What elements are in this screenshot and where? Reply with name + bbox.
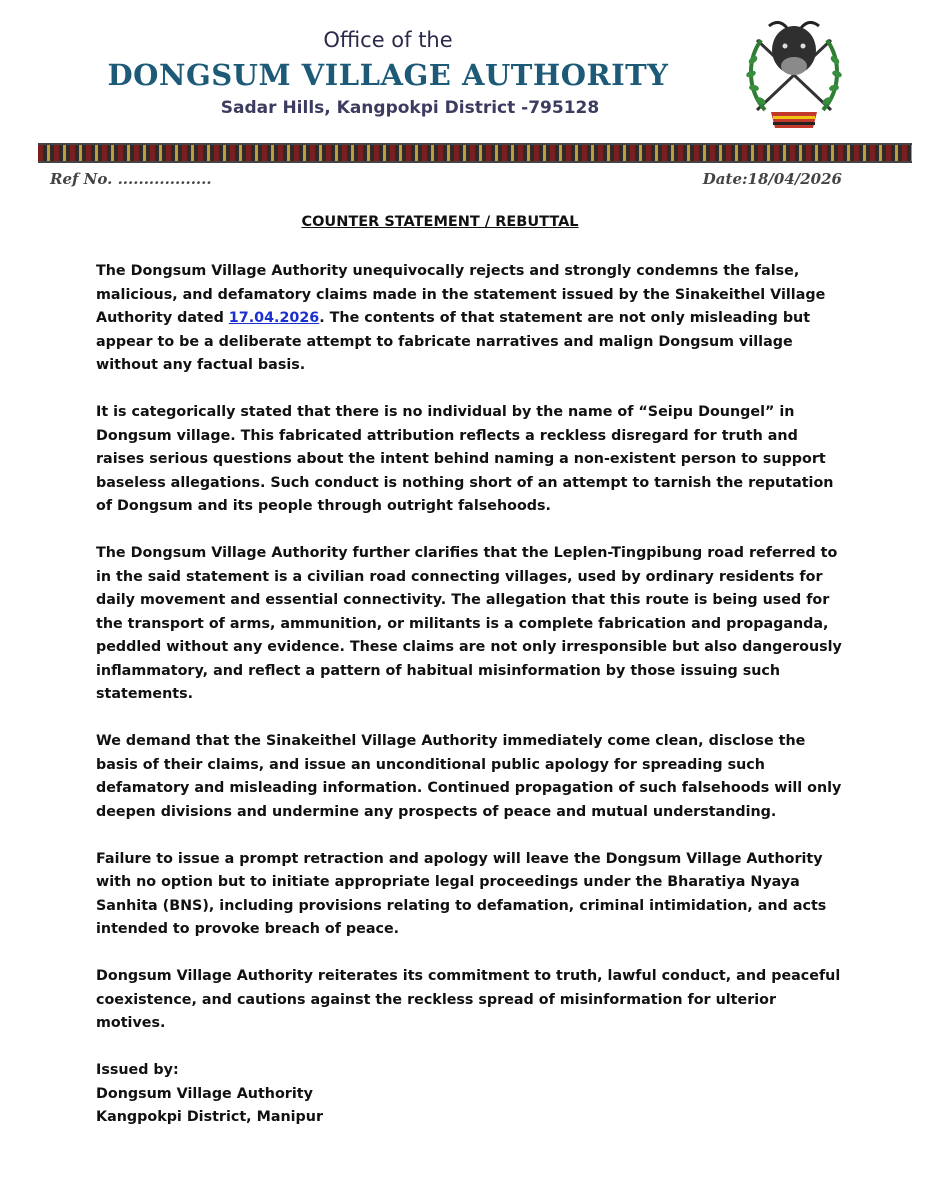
paragraph-1-start: The Dongsum Village Authority unequivocally rejects and strongly condemns the false, malicious, and defamatory claims made in the statement issued by the Sinakeithel Village Authority dated <box>96 263 826 326</box>
issuer-organization: Dongsum Village Authority <box>96 1085 313 1102</box>
paragraph-2: It is categorically stated that there is no individual by the name of “Seipu Doungel” in Dongsum village. This fabricated attribution reflects a reckless disregard for truth and raises serious questions about the intent behind naming a non-existent person to support baseless allegations. Such conduct is nothing short of an attempt to tarnish the reputation of Dongsum and its people through outright falsehoods. <box>96 404 834 514</box>
issuer-location: Kangpokpi District, Manipur <box>96 1109 324 1125</box>
statement-date-link[interactable]: 17.04.2026 <box>228 310 320 326</box>
paragraph-5: Failure to issue a prompt retraction and apology will leave the Dongsum Village Authority with no option but to initiate appropriate legal proceedings under the Bharatiya Nyaya Sanhita (BNS), including provisions relating to defamation, criminal intimidation, and acts intended to provoke breach of peace. <box>96 850 827 937</box>
document-date: Date:18/04/2026 <box>702 170 842 188</box>
signoff <box>96 1059 844 1130</box>
paragraph-1-end: . The contents of that statement are not only misleading but appear to be a deliberate attempt to fabricate narratives and malign Dongsum village without any factual basis. <box>96 310 811 373</box>
authority-address: Sadar Hills, Kangpokpi District -795128 <box>220 98 600 118</box>
document-title: COUNTER STATEMENT / REBUTTAL <box>301 214 579 230</box>
paragraph-3: The Dongsum Village Authority further clarifies that the Leplen-Tingpibung road referred to in the said statement is a civilian road connecting villages, used by ordinary residents for daily movement and essential connectivity. The allegation that this route is being used for the transport of arms, ammunition, or militants is a complete fabrication and propaganda, peddled without any evidence. These claims are not only irresponsible but also dangerously inflammatory, and reflect a pattern of habitual misinformation by those issuing such statements. <box>96 545 842 702</box>
header-divider <box>38 143 912 163</box>
mithun-emblem-icon <box>735 10 853 136</box>
paragraph-4: We demand that the Sinakeithel Village Authority immediately come clean, disclose the basis of their claims, and issue an unconditional public apology for spreading such defamatory and misleading information. Continued propagation of such falsehoods will only deepen divisions and undermine any prospects of peace and mutual understanding. <box>96 733 842 820</box>
ref-number: Ref No. .................. <box>50 170 212 188</box>
office-line: Office of the <box>323 28 453 52</box>
paragraph-1 <box>96 260 844 378</box>
issued-by-label: Issued by: <box>96 1062 179 1078</box>
paragraph-6: Dongsum Village Authority reiterates its commitment to truth, lawful conduct, and peaceful coexistence, and cautions against the reckless spread of misinformation for ulterior motives. <box>96 968 841 1031</box>
document-body <box>96 260 844 1130</box>
authority-name: DONGSUM VILLAGE AUTHORITY <box>107 58 669 92</box>
